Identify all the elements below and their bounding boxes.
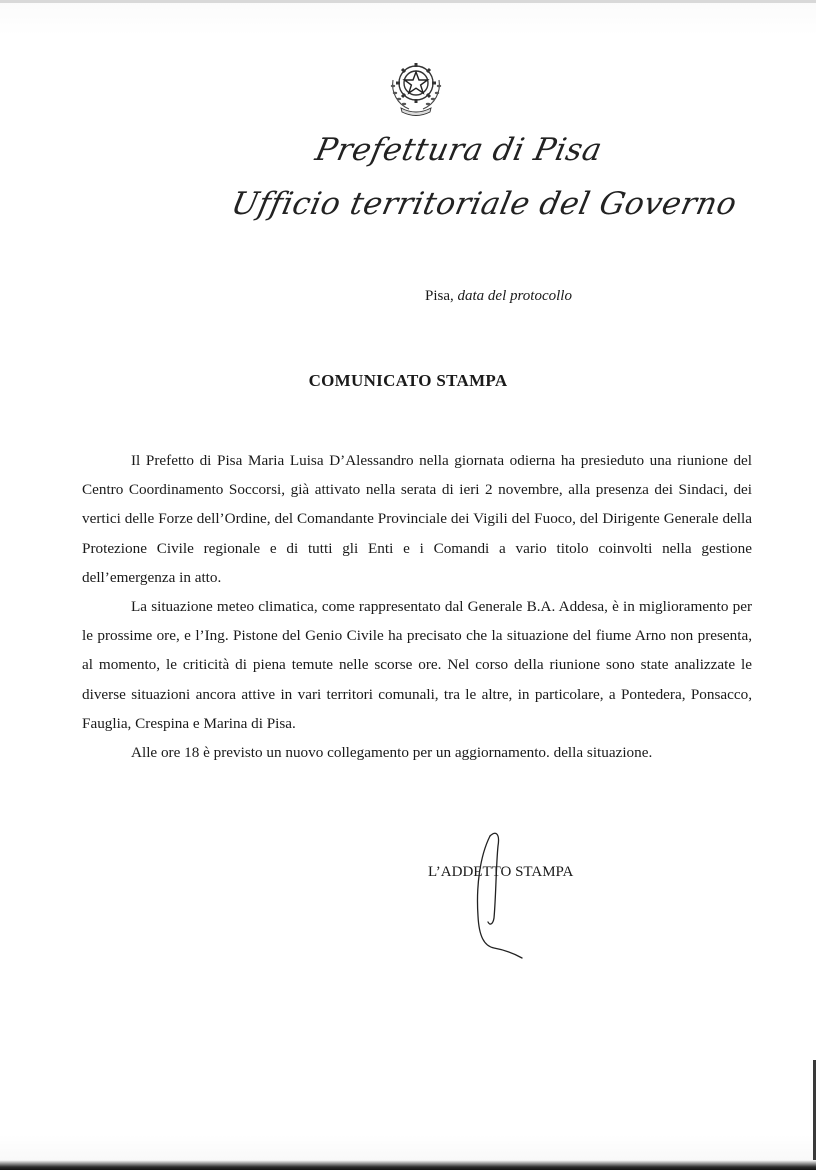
date-line — [425, 288, 572, 305]
scan-bottom-edge — [0, 1160, 816, 1170]
italian-republic-emblem-icon — [383, 52, 449, 118]
date-place: Pisa, — [425, 288, 454, 304]
paragraph: Il Prefetto di Pisa Maria Luisa D’Alessandro nella giornata odierna ha presieduto una riunione del Centro Coordinamento Soccorsi, già attivato nella serata di ieri 2 novembre, alla presenza dei Sindaci, dei vertici delle Forze dell’Ordine, del Comandante Provinciale dei Vigili del Fuoco, del Dirigente Generale della Protezione Civile regionale e di tutti gli Enti e i Comandi a vario titolo coinvolti nella gestione dell’emergenza in atto. — [82, 452, 752, 586]
scan-top-edge — [0, 0, 816, 3]
date-text: data del protocollo — [457, 288, 572, 304]
handwritten-signature-icon — [470, 826, 530, 966]
paragraph: La situazione meteo climatica, come rappresentato dal Generale B.A. Addesa, è in miglioramento per le prossime ore, e l’Ing. Pistone del Genio Civile ha precisato che la situazione del fiume Arno non presenta, al momento, le criticità di piena temute nelle scorse ore. Nel corso della riunione sono state analizzate le diverse situazioni ancora attive in vari territori comunali, tra le altre, in particolare, a Pontedera, Ponsacco, Fauglia, Crespina e Marina di Pisa. — [82, 598, 752, 732]
letterhead-ufficio: Ufficio territoriale del Governo — [228, 186, 741, 222]
signature-label: L’ADDETTO STAMPA — [428, 864, 574, 880]
document-title: COMUNICATO STAMPA — [308, 371, 508, 390]
letterhead-prefettura: Prefettura di Pisa — [312, 132, 606, 168]
paragraph: Alle ore 18 è previsto un nuovo collegamento per un aggiornamento. della situazione. — [131, 744, 653, 762]
document-body — [82, 446, 752, 767]
